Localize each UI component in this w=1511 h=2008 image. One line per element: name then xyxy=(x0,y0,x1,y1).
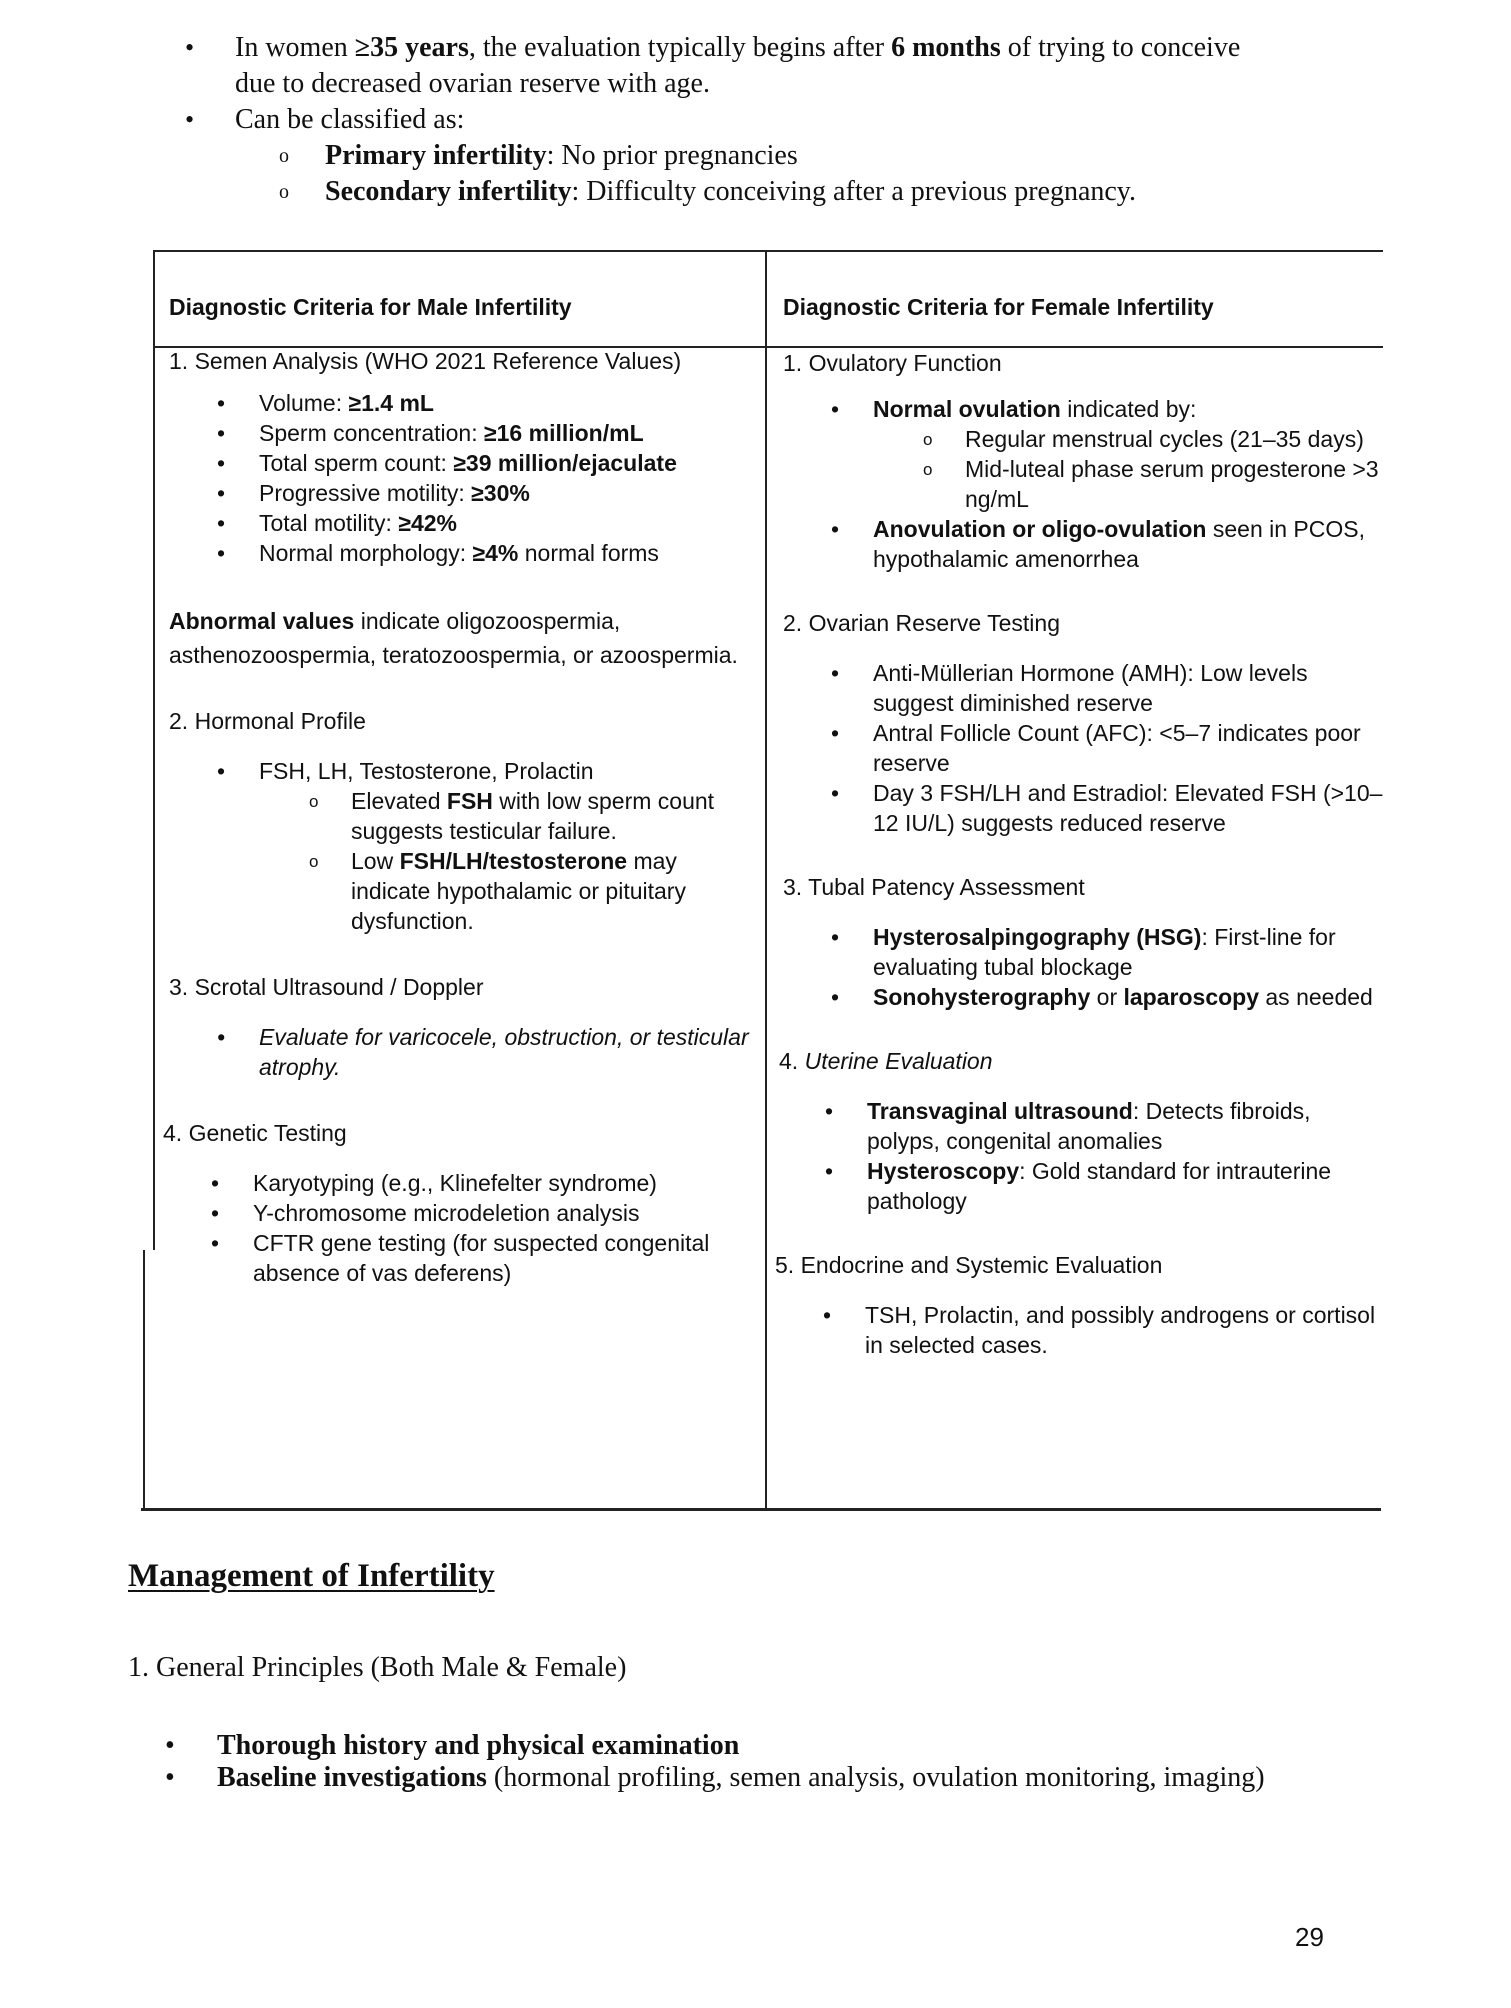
text: may indicate hypothalamic or pituitary dysfunction. xyxy=(351,848,686,934)
male-section-genetic-testing xyxy=(163,1118,759,1148)
section-title: Uterine Evaluation xyxy=(804,1048,993,1074)
general-principles-list xyxy=(165,1730,1315,1794)
section-title: Semen Analysis (WHO 2021 Reference Values) xyxy=(194,348,682,374)
section-number: 5. xyxy=(775,1252,801,1278)
male-column xyxy=(163,346,759,1288)
bold: Transvaginal ultrasound xyxy=(867,1098,1133,1124)
list-item xyxy=(169,538,759,568)
label: Total sperm count: xyxy=(259,450,454,476)
list-item xyxy=(783,514,1383,574)
sub-item xyxy=(875,424,1383,454)
intro-bullet-evaluation-age xyxy=(185,30,1285,102)
label: Sperm concentration: xyxy=(259,420,485,446)
text: of trying to conceive due to decreased ovarian reserve with age. xyxy=(235,32,1241,99)
value: ≥39 million/ejaculate xyxy=(453,450,677,476)
ovulation-sublist xyxy=(783,424,1383,514)
list-item xyxy=(777,1096,1383,1156)
definition: : Difficulty conceiving after a previous pregnancy. xyxy=(571,176,1136,207)
bold: Hysteroscopy xyxy=(867,1158,1020,1184)
bold: FSH/LH/testosterone xyxy=(399,848,628,874)
text: : Gold standard for intrauterine pathology xyxy=(867,1158,1332,1214)
list-item xyxy=(165,1730,1315,1762)
bold-months: 6 months xyxy=(891,32,1001,63)
table-left-border xyxy=(153,250,155,1250)
list-item xyxy=(169,478,759,508)
label: Progressive motility: xyxy=(259,480,472,506)
male-column-header: Diagnostic Criteria for Male Infertility xyxy=(169,294,572,320)
sub-bullet-primary xyxy=(279,138,1285,174)
female-column-header: Diagnostic Criteria for Female Infertility xyxy=(783,294,1214,320)
value: ≥4% xyxy=(472,540,519,566)
bold: Sonohysterography xyxy=(873,984,1091,1010)
abnormal-values-note xyxy=(169,604,759,672)
list-item xyxy=(777,1156,1383,1216)
label: Total motility: xyxy=(259,510,399,536)
general-principles-heading: 1. General Principles (Both Male & Female) xyxy=(128,1652,627,1683)
bold: laparoscopy xyxy=(1123,984,1259,1010)
term: Secondary infertility xyxy=(325,176,572,207)
list-item xyxy=(163,1168,759,1198)
value: ≥30% xyxy=(471,480,530,506)
text: seen in PCOS, hypothalamic amenorrhea xyxy=(873,516,1365,572)
list-item xyxy=(783,394,1383,514)
list-item xyxy=(165,1762,1315,1794)
text: Can be classified as: xyxy=(235,104,465,135)
section-title: Tubal Patency Assessment xyxy=(808,874,1085,900)
bold: FSH xyxy=(446,788,493,814)
text: Elevated xyxy=(351,788,447,814)
list-item xyxy=(169,508,759,538)
note-bold: Abnormal values xyxy=(169,608,355,634)
text: CFTR gene testing (for suspected congenital absence of vas deferens) xyxy=(253,1230,710,1286)
section-title: Scrotal Ultrasound / Doppler xyxy=(194,974,484,1000)
text: FSH, LH, Testosterone, Prolactin xyxy=(259,758,594,784)
genetic-list xyxy=(163,1168,759,1288)
list-item xyxy=(775,1300,1383,1360)
list-item xyxy=(783,658,1383,718)
text: indicated by: xyxy=(1060,396,1197,422)
sub-item xyxy=(875,454,1383,514)
sub-item xyxy=(261,786,759,846)
intro-bullet-classification xyxy=(185,102,1285,138)
section-number: 4. xyxy=(779,1048,805,1074)
section-title: Endocrine and Systemic Evaluation xyxy=(800,1252,1163,1278)
text: , the evaluation typically begins after xyxy=(468,32,892,63)
note-text: indicate oligozoospermia, asthenozoospermia, teratozoospermia, or azoospermia. xyxy=(169,608,738,668)
text: Regular menstrual cycles (21–35 days) xyxy=(965,426,1364,452)
list-item xyxy=(783,982,1383,1012)
male-section-hormonal-profile xyxy=(169,706,759,736)
value: ≥1.4 mL xyxy=(348,390,434,416)
definition: : No prior pregnancies xyxy=(546,140,798,171)
text: TSH, Prolactin, and possibly androgens or cortisol in selected cases. xyxy=(865,1302,1376,1358)
table-bottom-border xyxy=(141,1508,1381,1511)
table-top-border xyxy=(153,250,1383,252)
text: Antral Follicle Count (AFC): <5–7 indicates poor reserve xyxy=(873,720,1361,776)
list-item xyxy=(169,448,759,478)
female-section-ovarian-reserve xyxy=(783,608,1383,638)
table-column-divider xyxy=(765,250,767,1510)
female-section-uterine-evaluation xyxy=(779,1046,1383,1076)
value: ≥42% xyxy=(398,510,457,536)
sub-bullet-secondary xyxy=(279,174,1285,210)
section-number: 3. xyxy=(169,974,195,1000)
text: Karyotyping (e.g., Klinefelter syndrome) xyxy=(253,1170,657,1196)
list-item xyxy=(783,718,1383,778)
intro-section xyxy=(185,30,1285,210)
male-section-scrotal-ultrasound xyxy=(169,972,759,1002)
list-item xyxy=(163,1198,759,1228)
female-section-ovulatory-function xyxy=(783,348,1383,378)
list-item xyxy=(783,922,1383,982)
text: or xyxy=(1090,984,1124,1010)
list-item xyxy=(169,1022,759,1082)
text: as needed xyxy=(1259,984,1373,1010)
label: Volume: xyxy=(259,390,349,416)
text: Evaluate for varicocele, obstruction, or testicular atrophy. xyxy=(259,1024,749,1080)
uterine-list xyxy=(777,1096,1383,1216)
bold-age: ≥35 years xyxy=(354,32,469,63)
section-number: 3. xyxy=(783,874,809,900)
text: : First-line for evaluating tubal blockage xyxy=(873,924,1336,980)
text: with low sperm count suggests testicular failure. xyxy=(351,788,715,844)
list-item xyxy=(169,388,759,418)
male-section-semen-analysis xyxy=(169,346,759,376)
text: Mid-luteal phase serum progesterone >3 ng/mL xyxy=(965,456,1379,512)
sub-item xyxy=(261,846,759,936)
bold: Thorough history and physical examination xyxy=(217,1730,740,1761)
management-heading: Management of Infertility xyxy=(128,1558,495,1594)
section-number: 1. xyxy=(783,350,809,376)
scrotal-list xyxy=(169,1022,759,1082)
tubal-list xyxy=(783,922,1383,1012)
label: Normal morphology: xyxy=(259,540,473,566)
bold: Normal ovulation xyxy=(873,396,1061,422)
list-item xyxy=(169,756,759,936)
semen-reference-list xyxy=(169,388,759,568)
section-number: 1. xyxy=(169,348,195,374)
value: ≥16 million/mL xyxy=(484,420,644,446)
section-number: 2. xyxy=(169,708,195,734)
list-item xyxy=(163,1228,759,1288)
bold: Anovulation or oligo-ovulation xyxy=(873,516,1207,542)
list-item xyxy=(169,418,759,448)
endocrine-list xyxy=(775,1300,1383,1360)
text: : Detects fibroids, polyps, congenital anomalies xyxy=(867,1098,1311,1154)
text: Y-chromosome microdeletion analysis xyxy=(253,1200,640,1226)
hormonal-list xyxy=(169,756,759,936)
female-section-tubal-patency xyxy=(783,872,1383,902)
section-title: Genetic Testing xyxy=(188,1120,347,1146)
female-section-endocrine xyxy=(775,1250,1383,1280)
text: Low xyxy=(351,848,400,874)
hormonal-sublist xyxy=(169,786,759,936)
table-left-border-lower xyxy=(143,1250,145,1510)
text: Anti-Müllerian Hormone (AMH): Low levels suggest diminished reserve xyxy=(873,660,1308,716)
bold: Hysterosalpingography (HSG) xyxy=(873,924,1202,950)
section-title: Hormonal Profile xyxy=(194,708,366,734)
text: In women xyxy=(235,32,355,63)
section-number: 2. xyxy=(783,610,809,636)
bold: Baseline investigations xyxy=(217,1762,487,1793)
diagnostic-criteria-table xyxy=(153,250,1383,1513)
text: (hormonal profiling, semen analysis, ovulation monitoring, imaging) xyxy=(486,1762,1265,1793)
term: Primary infertility xyxy=(325,140,547,171)
ovulatory-list xyxy=(783,394,1383,574)
text: Day 3 FSH/LH and Estradiol: Elevated FSH (>10–12 IU/L) suggests reduced reserve xyxy=(873,780,1383,836)
female-column xyxy=(775,348,1383,1360)
suffix: normal forms xyxy=(518,540,659,566)
section-title: Ovarian Reserve Testing xyxy=(808,610,1060,636)
section-title: Ovulatory Function xyxy=(808,350,1002,376)
page-number: 29 xyxy=(1295,1922,1324,1952)
ovarian-reserve-list xyxy=(783,658,1383,838)
list-item xyxy=(783,778,1383,838)
section-number: 4. xyxy=(163,1120,189,1146)
